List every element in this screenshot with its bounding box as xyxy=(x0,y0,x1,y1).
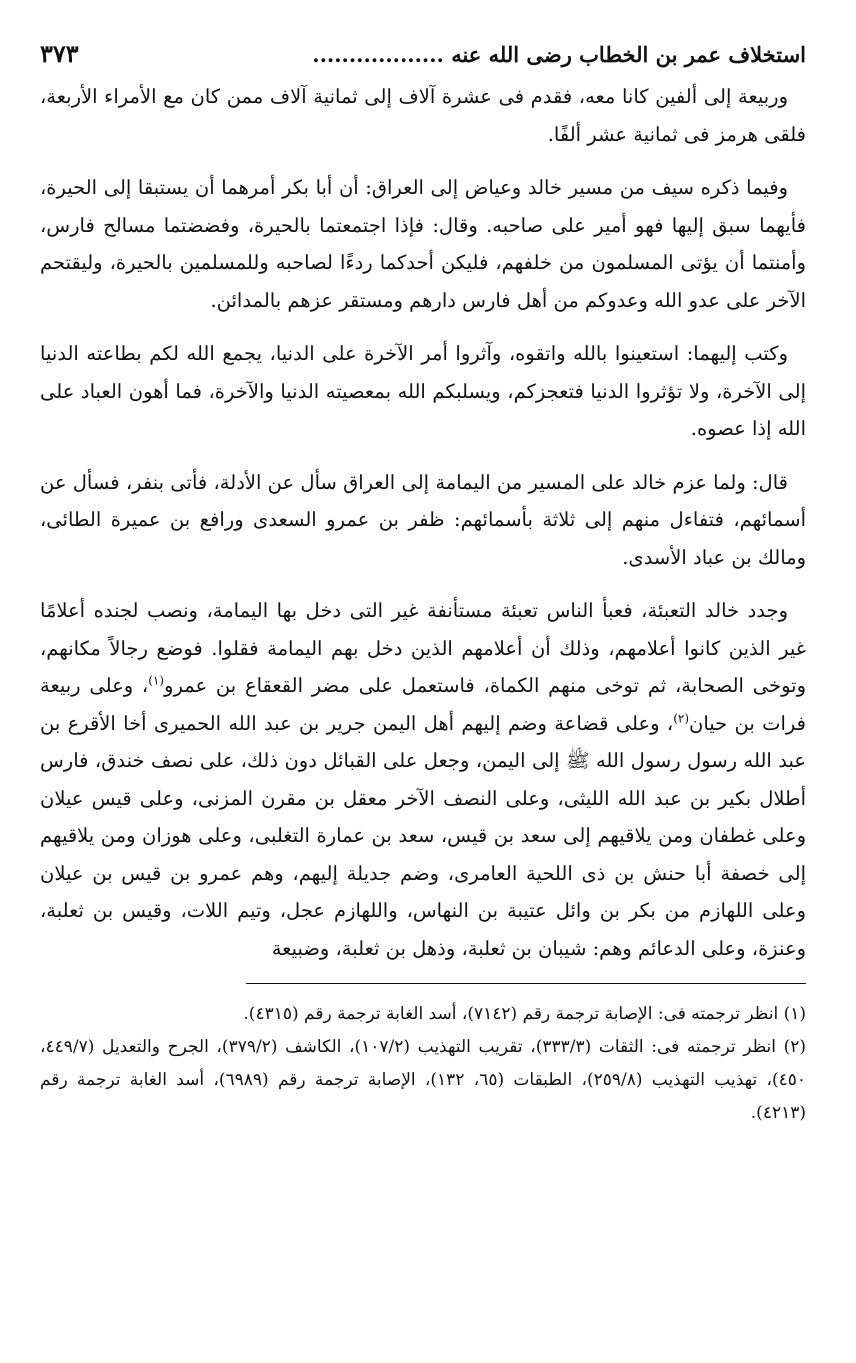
footnote-divider xyxy=(246,983,806,984)
chapter-title: استخلاف عمر بن الخطاب رضى الله عنه xyxy=(451,42,806,67)
running-head xyxy=(40,34,806,74)
footnote-ref-2: (٢) xyxy=(673,711,690,725)
running-head-title xyxy=(85,35,806,75)
paragraph: وربيعة إلى ألفين كانا معه، فقدم فى عشرة آلاف إلى ثمانية آلاف ممن كان مع الأمراء الأربعة، فلقى هرمز فى ثمانية عشر ألفًا. xyxy=(40,85,806,146)
footnote-1: (١) انظر ترجمته فى: الإصابة ترجمة رقم (٧١٤٢)، أسد الغابة ترجمة رقم (٤٣١٥). xyxy=(243,1004,806,1024)
paragraph: وفيما ذكره سيف من مسير خالد وعياض إلى العراق: أن أبا بكر أمرهما أن يستبقا إلى الحيرة، فأيهما سبق إليها فهو أمير على صاحبه. وقال: فإذا اجتمعتما بالحيرة، وفضضتما مسالح فارس، وأمنتما أن يؤتى المسلمون من خلفهم، فليكن أحدكما ردءًا لصاحبه وللمسلمين بالحيرة، وليقتحم الآخر على عدو الله وعدوكم من أهل فارس دارهم ومستقر عزهم بالمدائن. xyxy=(40,176,806,312)
paragraph xyxy=(40,592,806,967)
paragraph-text: ، وعلى ربيعة فرات بن حيان xyxy=(40,674,806,735)
leader-dots: .................. xyxy=(312,42,444,67)
page-number: ٣٧٣ xyxy=(40,39,79,68)
paragraph-text: وجدد خالد التعبئة، فعبأ الناس تعبئة مستأنفة غير التى دخل بها اليمامة، ونصب لجنده أعلامًا غير الذين كانوا أعلامهم، وذلك أن أعلامهم الذين دخل بهم اليمامة فقلوا. فوضع رجالاً مكانهم، وتوخى الصحابة، ثم توخى منهم الكماة، فاستعمل على مضر القعقاع بن عمرو xyxy=(40,599,806,697)
footnote-2: (٢) انظر ترجمته فى: الثقات (٣٣٣/٣)، تقريب التهذيب (١٠٧/٢)، الكاشف (٣٧٩/٢)، الجرح والتعديل (٤٤٩/٧، ٤٥٠)، تهذيب التهذيب (٢٥٩/٨)، الطبقات (٦٥، ١٣٢)، الإصابة ترجمة رقم (٦٩٨٩)، أسد الغابة ترجمة رقم (٤٢١٣). xyxy=(40,1037,806,1123)
paragraph-text: ، وعلى قضاعة وضم إليهم أهل اليمن جرير بن عبد الله الحميرى أخا الأقرع بن عبد الله رسول رسول الله ﷺ إلى اليمن، وجعل على القبائل دون ذلك، على نصف خندق، فارس أطلال بكير بن عبد الله الليثى، وعلى النصف الآخر معقل بن مقرن المزنى، وعلى قيس عيلان وعلى غطفان ومن يلاقيهم إلى سعد بن قيس، سعد بن عمارة التغلبى، وعلى هوزان ومن يلاقيهم إلى خصفة أبا حنش بن ذى اللحية العامرى، وضم جديلة إليهم، وهم عمرو بن قيس بن عيلان وعلى اللهازم من بكر بن وائل عتيبة بن النهاس، واللهازم عجل، وتيم اللات، وقيس بن ثعلبة، وعنزة، وعلى الدعائم وهم: شيبان بن ثعلبة، وذهل بن ثعلبة، وضبيعة xyxy=(40,711,806,960)
paragraph: وكتب إليهما: استعينوا بالله واتقوه، وآثروا أمر الآخرة على الدنيا، يجمع الله لكم بطاعته الدنيا إلى الآخرة، ولا تؤثروا الدنيا فتعجزكم، ويسلبكم الله بمعصيته الدنيا والآخرة، فما أهون العباد على الله إذا عصوه. xyxy=(40,342,806,440)
footnotes xyxy=(40,998,806,1130)
body-text xyxy=(40,78,806,967)
paragraph: قال: ولما عزم خالد على المسير من اليمامة إلى العراق سأل عن الأدلة، فأتى بنفر، فسأل عن أسمائهم، فتفاءل منهم إلى ثلاثة بأسمائهم: ظفر بن عمرو السعدى ورافع بن عميرة الطائى، ومالك بن عباد الأسدى. xyxy=(40,470,806,569)
footnote-ref-1: (١) xyxy=(148,673,165,688)
